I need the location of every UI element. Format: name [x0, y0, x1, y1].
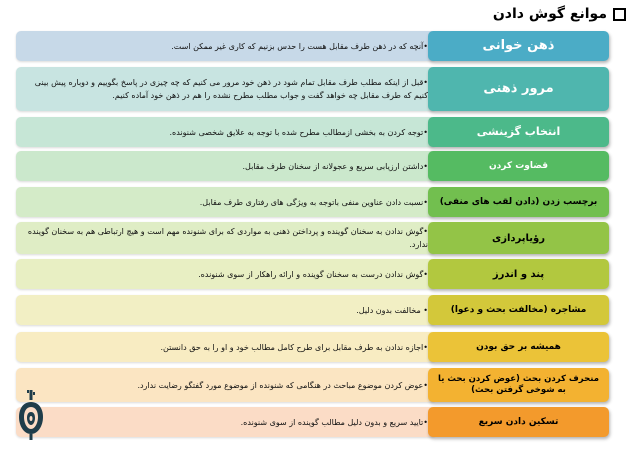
barrier-row [16, 222, 624, 254]
barrier-row [16, 31, 624, 61]
barrier-label: ذهن خوانی [428, 31, 609, 61]
barrier-description-box [16, 187, 436, 217]
barrier-row [16, 407, 624, 437]
barrier-description: •عوض کردن موضوع مباحث در هنگامی که شنونده از موضوع مورد گفتگو رضایت ندارد. [137, 380, 428, 390]
barrier-label: قضاوت کردن [428, 151, 609, 181]
logo-icon [16, 388, 46, 442]
barrier-label: انتخاب گزینشی [428, 117, 609, 147]
barrier-description-box [16, 368, 436, 402]
barrier-row [16, 368, 624, 402]
barrier-label: تسکین دادن سریع [428, 407, 609, 437]
barrier-row [16, 295, 624, 325]
barrier-description: •داشتن ارزیابی سریع و عجولانه از سخنان طرف مقابل. [242, 161, 428, 171]
barrier-row [16, 332, 624, 362]
barrier-description: •آنچه که در ذهن طرف مقابل هست را حدس بزنیم که کاری غیر ممکن است. [171, 41, 428, 51]
barrier-row [16, 117, 624, 147]
barrier-description: • مخالفت بدون دلیل. [356, 305, 428, 315]
barrier-row [16, 187, 624, 217]
barrier-label: برچسب زدن (دادن لقب های منفی) [428, 187, 609, 217]
barrier-label: مشاجره (مخالفت بحث و دعوا) [428, 295, 609, 325]
barrier-row [16, 67, 624, 111]
barrier-description: •گوش ندادن به سخنان گوینده و پرداختن ذهنی به مواردی که برای شنونده مهم است و هیچ ارتباطی هم به سخنان گوینده ندارد. [27, 227, 428, 249]
barrier-description-box [16, 407, 436, 437]
barrier-label: مرور ذهنی [428, 67, 609, 111]
barrier-description-box [16, 222, 436, 254]
barrier-description: •اجازه ندادن به طرف مقابل برای طرح کامل مطالب خود و او را به حق دانستن. [160, 342, 428, 352]
barrier-row [16, 259, 624, 289]
bullet-square-icon [613, 8, 626, 21]
barrier-description: •نسبت دادن عناوین منفی باتوجه به ویژگی های رفتاری طرف مقابل. [199, 197, 428, 207]
barrier-description-box [16, 151, 436, 181]
barrier-description: •قبل از اینکه مطلب طرف مقابل تمام شود در ذهن خود مرور می کنیم که چه چیزی در پاسخ بگوییم و دوباره پیش بینی کنیم که طرف مقابل چه خواهد گفت و جواب مطلب مطرح نشده را هم در ذهن خود آماده کنیم. [34, 78, 428, 100]
barrier-description: •توجه کردن به بخشی ازمطالب مطرح شده با توجه به علایق شخصی شنونده. [169, 127, 428, 137]
barrier-description-box [16, 259, 436, 289]
page-header [493, 4, 626, 24]
barrier-label: رؤیاپردازی [428, 222, 609, 254]
barrier-description-box [16, 332, 436, 362]
barrier-row [16, 151, 624, 181]
barrier-description-box [16, 67, 436, 111]
barrier-description-box [16, 295, 436, 325]
barrier-label: پند و اندرز [428, 259, 609, 289]
barrier-description-box [16, 31, 436, 61]
barrier-description-box [16, 117, 436, 147]
barrier-description: •گوش ندادن درست به سخنان گوینده و ارائه راهکار از سوی شنونده. [198, 269, 428, 279]
barrier-description: •تایید سریع و بدون دلیل مطالب گوینده از سوی شنونده. [240, 417, 428, 427]
page-title: موانع گوش دادن [492, 6, 607, 22]
barrier-label: همیشه بر حق بودن [428, 332, 609, 362]
barrier-label: منحرف کردن بحث (عوض کردن بحث یا به شوخی گرفتن بحث) [428, 368, 609, 402]
